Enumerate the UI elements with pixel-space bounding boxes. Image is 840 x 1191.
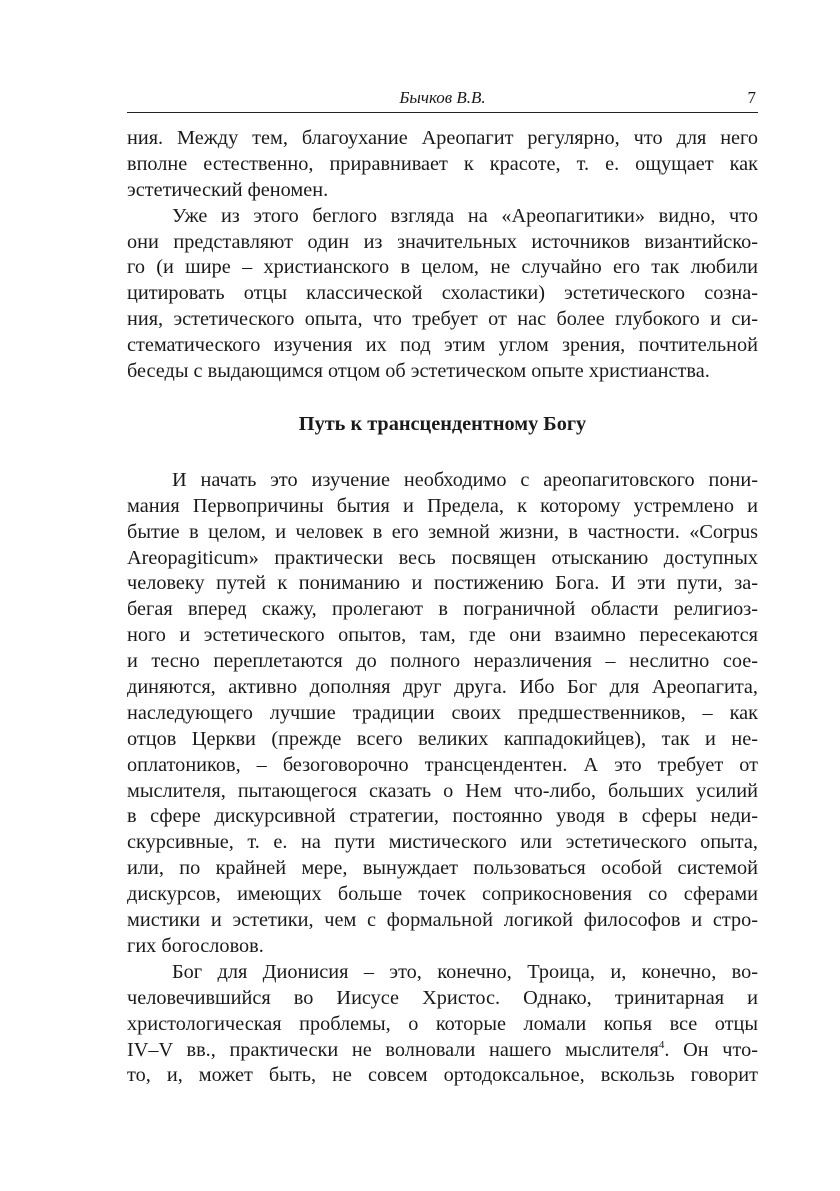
text-line: мания Первопричины бытия и Предела, к которому устремлено и: [127, 494, 758, 517]
text-line: мистики и эстетики, чем с формальной логикой философов и стро-: [127, 909, 758, 932]
running-header: [127, 86, 758, 113]
text-line: Уже из этого беглого взгляда на «Ареопагитики» видно, что: [172, 204, 758, 227]
text-line-with-footnote: [127, 1038, 758, 1064]
text-line: ния. Между тем, благоухание Ареопагит регулярно, что для него: [127, 127, 758, 149]
text-line: Бог для Дионисия – это, конечно, Троица, и, конечно, во-: [172, 960, 758, 983]
text-line: то, и, может быть, не совсем ортодоксальное, вскользь говорит: [127, 1064, 758, 1087]
footnote-marker[interactable]: 4: [658, 1038, 665, 1051]
text-line: и тесно переплетаются до полного неразличения – неслитно сое-: [127, 650, 758, 673]
text-fragment: . Он что-: [664, 1038, 758, 1061]
text-line: наследующего лучшие традиции своих предшественников, – как: [127, 701, 758, 724]
text-line: человеку путей к пониманию и постижению Бога. И эти пути, за-: [127, 572, 758, 595]
text-line: го (и шире – христианского в целом, не случайно его так любили: [127, 256, 758, 279]
page-body: [127, 126, 758, 1089]
text-line: эстетический феномен.: [127, 178, 329, 201]
text-line: христологическая проблемы, о которые ломали копья все отцы: [127, 1012, 758, 1035]
text-line: гих богословов.: [127, 934, 264, 957]
text-line: человечившийся во Иисусе Христос. Однако, тринитарная и: [127, 986, 758, 1009]
text-line: ного и эстетического опытов, там, где они взаимно пересекаются: [127, 624, 758, 647]
text-fragment: IV–V вв., практически не волновали нашего мыслителя: [127, 1038, 659, 1061]
text-line: дискурсов, имеющих больше точек соприкосновения со сферами: [127, 883, 758, 906]
text-line: бегая вперед скажу, пролегают в пограничной области религиоз-: [127, 598, 758, 621]
text-line: оплатоников, – безоговорочно трансцендентен. А это требует от: [127, 753, 758, 776]
text-line: скурсивные, т. е. на пути мистического или эстетического опыта,: [127, 831, 758, 854]
text-line: И начать это изучение необходимо с ареопагитовского пони-: [172, 468, 758, 491]
text-line: цитировать отцы классической схоластики) эстетического созна-: [127, 282, 758, 305]
text-line: или, по крайней мере, вынуждает пользоваться особой системой: [127, 857, 758, 880]
text-line: ния, эстетического опыта, что требует от нас более глубокого и си-: [127, 308, 758, 331]
paragraph-3: [127, 468, 758, 960]
page-number: 7: [747, 88, 756, 107]
text-line: они представляют один из значительных источников византийско-: [127, 230, 758, 253]
paragraph-2: [127, 204, 758, 385]
text-line: беседы с выдающимся отцом об эстетическом опыте христианства.: [127, 360, 710, 383]
text-line: бытие в целом, и человек в его земной жизни, в частности. «Corpus: [127, 520, 758, 543]
text-line: вполне естественно, приравнивает к красоте, т. е. ощущает как: [127, 152, 758, 175]
section-heading: Путь к трансцендентному Богу: [298, 412, 587, 435]
text-line: отцов Церкви (прежде всего великих каппадокийцев), так и не-: [127, 727, 758, 750]
text-line: диняются, активно дополняя друг друга. Ибо Бог для Ареопагита,: [127, 676, 758, 699]
text-line: стематического изучения их под этим углом зрения, почтительной: [127, 334, 758, 357]
text-line: в сфере дискурсивной стратегии, постоянно уводя в сферы неди-: [127, 805, 758, 828]
text-line: мыслителя, пытающегося сказать о Нем что-либо, больших усилий: [127, 779, 758, 802]
paragraph-1: [127, 126, 758, 204]
paragraph-4: [127, 960, 758, 1089]
header-author: Бычков В.В.: [399, 88, 486, 107]
text-line: Areopagiticum» практически весь посвящен отысканию доступных: [127, 546, 758, 569]
